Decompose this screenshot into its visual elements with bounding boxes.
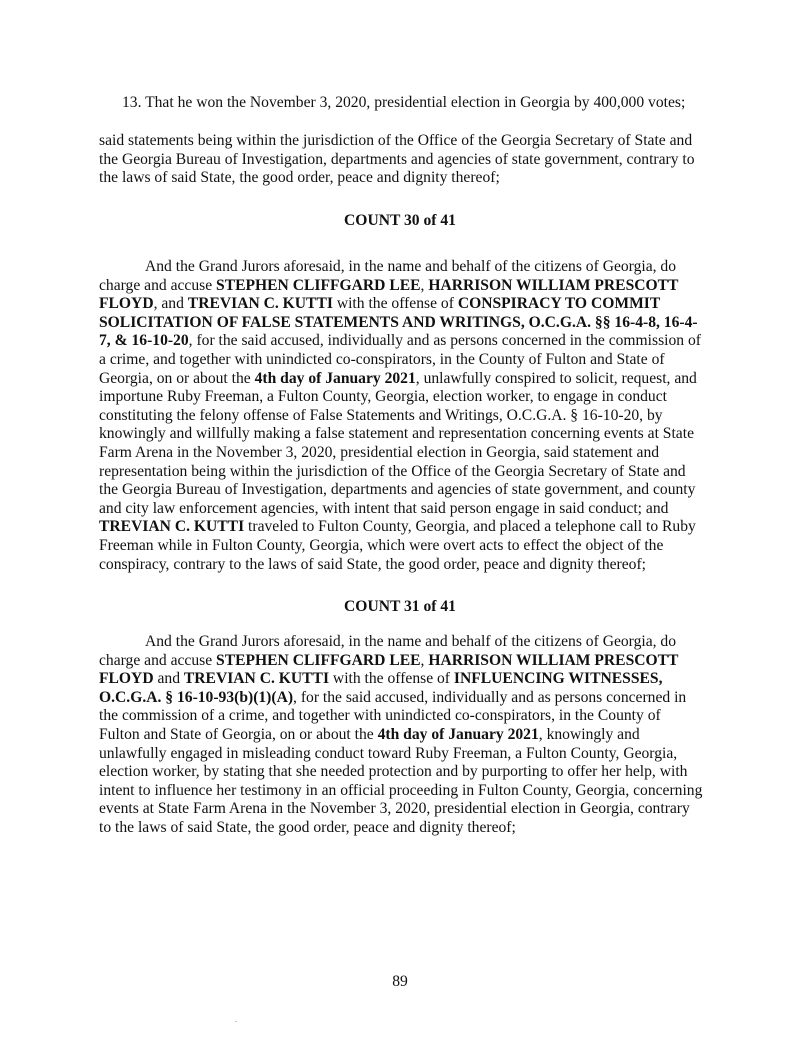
page-number: 89 xyxy=(392,973,408,990)
count-31-paragraph xyxy=(99,633,703,838)
count-31-text-6: , knowingly and unlawfully engaged in misleading conduct toward Ruby Freeman, a Fulton County, Georgia, election worker, by stating that she needed protection and by purporting to offer her help, with intent to influence her testimony in an official proceeding in Fulton County, Georgia, concerning events at State Farm Arena in the November 3, 2020, presidential election in Georgia, contrary to the laws of said State, the good order, peace and dignity thereof; xyxy=(99,725,703,836)
count-30-accused-3: TREVIAN C. KUTTI xyxy=(187,295,333,313)
count-31-date: 4th day of January 2021 xyxy=(377,725,539,743)
count-31-accused-2: HARRISON WILLIAM PRESCOTT FLOYD xyxy=(99,651,679,688)
count-30-text-6: , unlawfully conspired to solicit, request, and importune Ruby Freeman, a Fulton County, Georgia, election worker, to engage in conduct constituting the felony offense of False Statements and Writings, O.C.G.A. § 16-10-20, by knowingly and willfully making a false statement and representation concerning events at State Farm Arena in the November 3, 2020, presidential election in Georgia, said statement and representation being within the jurisdiction of the Office of the Georgia Secretary of State and the Georgia Bureau of Investigation, departments and agencies of state government, and county and city law enforcement agencies, with intent that said person engage in said conduct; and xyxy=(99,369,697,517)
count-31-text-3: and xyxy=(153,670,184,688)
count-30-paragraph xyxy=(99,258,703,574)
list-item-13: 13. That he won the November 3, 2020, presidential election in Georgia by 400,000 votes; xyxy=(122,94,686,111)
count-30-text-2: , xyxy=(420,276,429,294)
count-30-text-3: , and xyxy=(153,295,188,313)
count-30-accused-1: STEPHEN CLIFFGARD LEE xyxy=(216,276,421,294)
count-31-offense: INFLUENCING WITNESSES, O.C.G.A. § 16-10-93(b)(1)(A) xyxy=(99,670,663,706)
scan-artifact xyxy=(235,1021,237,1022)
count-30-text-4: with the offense of xyxy=(332,295,458,313)
continuation-paragraph: said statements being within the jurisdiction of the Office of the Georgia Secretary of State and the Georgia Bureau of Investigation, departments and agencies of state government, contrary to the laws of said State, the good order, peace and dignity thereof; xyxy=(99,132,695,187)
count-30-heading: COUNT 30 of 41 xyxy=(344,212,456,229)
count-30-text-1: And the Grand Jurors aforesaid, in the name and behalf of the citizens of Georgia, do charge and accuse xyxy=(99,258,677,294)
count-31-text-5: , for the said accused, individually and as persons concerned in the commission of a crime, and together with unindicted co-conspirators, in the County of Fulton and State of Georgia, on or about the xyxy=(99,688,687,743)
count-31-text-4: with the offense of xyxy=(329,670,454,688)
count-30-accused-4: TREVIAN C. KUTTI xyxy=(99,518,245,536)
count-31-text-2: , xyxy=(420,651,429,669)
count-30-accused-2: HARRISON WILLIAM PRESCOTT FLOYD xyxy=(99,276,679,313)
count-30-text-5: , for the said accused, individually and as persons concerned in the commission of a crime, and together with unindicted co-conspirators, in the County of Fulton and State of Georgia, on or about the xyxy=(99,332,701,387)
count-30-date: 4th day of January 2021 xyxy=(254,369,416,387)
count-31-accused-1: STEPHEN CLIFFGARD LEE xyxy=(216,651,421,669)
count-31-accused-3: TREVIAN C. KUTTI xyxy=(183,670,330,688)
count-30-text-7: traveled to Fulton County, Georgia, and placed a telephone call to Ruby Freeman while in Fulton County, Georgia, which were overt acts to effect the object of the conspiracy, contrary to the laws of said State, the good order, peace and dignity thereof; xyxy=(99,518,696,573)
count-31-heading: COUNT 31 of 41 xyxy=(344,598,456,615)
count-30-offense: CONSPIRACY TO COMMIT SOLICITATION OF FALSE STATEMENTS AND WRITINGS, O.C.G.A. §§ 16-4-8, 16-4-7, & 16-10-20 xyxy=(99,295,698,350)
count-31-text-1: And the Grand Jurors aforesaid, in the name and behalf of the citizens of Georgia, do charge and accuse xyxy=(99,633,677,669)
